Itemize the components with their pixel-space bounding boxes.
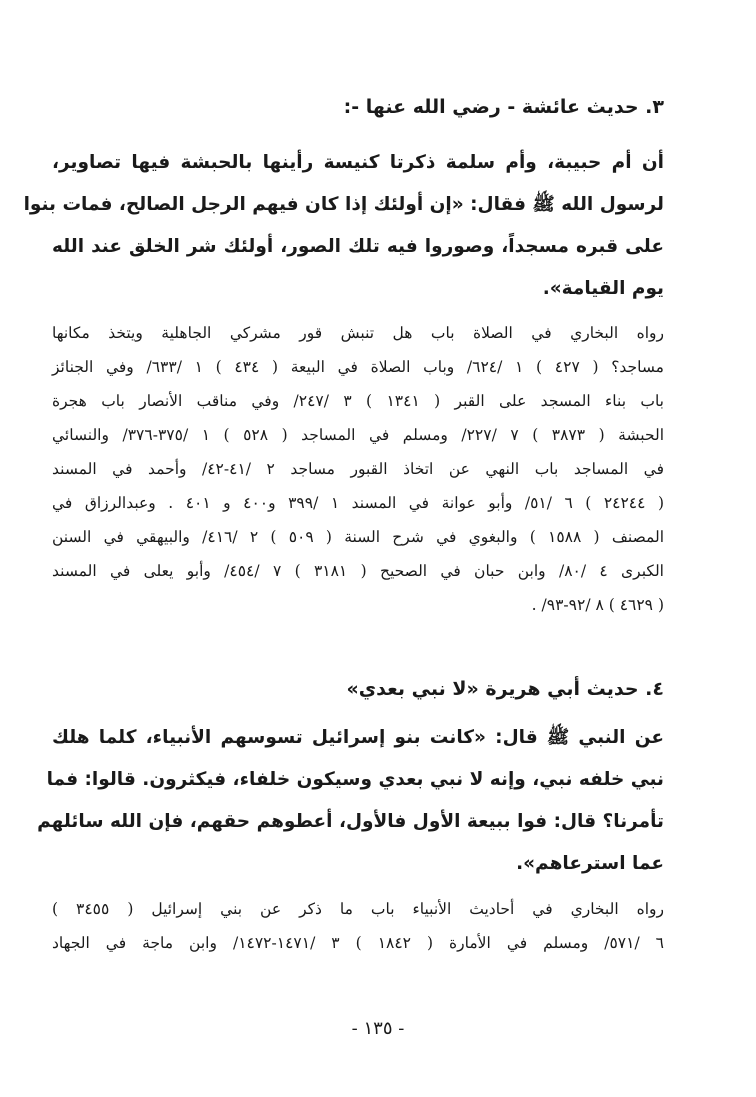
hadith-line: على قبره مسجداً، وصوروا فيه تلك الصور، أولئك شر الخلق عند الله xyxy=(52,236,664,257)
hadith-line: يوم القيامة». xyxy=(542,278,664,299)
takhrij-line: رواه البخاري في أحاديث الأنبياء باب ما ذكر عن بني إسرائيل ( ٣٤٥٥ ) xyxy=(52,900,664,918)
takhrij-line: ( ٢٤٢٤٤ ) ٦ /٥١/ وأبو عوانة في المسند ١ /٣٩٩ و٤٠٠ و ٤٠١ . وعبدالرزاق في xyxy=(52,494,664,512)
takhrij-line: في المساجد باب النهي عن اتخاذ القبور مساجد ٢ /٤١-٤٢/ وأحمد في المسند xyxy=(52,460,664,478)
hadith-line: عما استرعاهم». xyxy=(516,853,664,874)
section-4-heading: ٤. حديث أبي هريرة «لا نبي بعدي» xyxy=(346,678,664,700)
hadith-line: نبي خلفه نبي، وإنه لا نبي بعدي وسيكون خلفاء، فيكثرون. قالوا: فما xyxy=(46,769,664,790)
section-3-heading: ٣. حديث عائشة - رضي الله عنها -: xyxy=(343,96,664,118)
takhrij-line: رواه البخاري في الصلاة باب هل تنبش قور مشركي الجاهلية ويتخذ مكانها xyxy=(52,324,664,342)
takhrij-line: ( ٤٦٢٩ ) ٨ /٩٢-٩٣/ . xyxy=(531,596,664,614)
takhrij-line: الكبرى ٤ /٨٠/ وابن حبان في الصحيح ( ٣١٨١ ) ٧ /٤٥٤/ وأبو يعلى في المسند xyxy=(52,562,664,580)
hadith-line: لرسول الله ﷺ فقال: «إن أولئك إذا كان فيهم الرجل الصالح، فمات بنوا xyxy=(23,194,664,215)
takhrij-line: المصنف ( ١٥٨٨ ) والبغوي في شرح السنة ( ٥٠٩ ) ٢ /٤١٦/ والبيهقي في السنن xyxy=(52,528,664,546)
section-3-takhrij-text xyxy=(52,316,664,622)
hadith-line: أن أم حبيبة، وأم سلمة ذكرتا كنيسة رأينها بالحبشة فيها تصاوير، xyxy=(52,152,664,173)
takhrij-line: ٦ /٥٧١/ ومسلم في الأمارة ( ١٨٤٢ ) ٣ /١٤٧١-١٤٧٢/ وابن ماجة في الجهاد xyxy=(52,934,664,952)
takhrij-line: مساجد؟ ( ٤٢٧ ) ١ /٦٢٤/ وباب الصلاة في البيعة ( ٤٣٤ ) ١ /٦٣٣/ وفي الجنائز xyxy=(52,358,664,376)
section-4-takhrij-text xyxy=(52,892,664,960)
takhrij-line: باب بناء المسجد على القبر ( ١٣٤١ ) ٣ /٢٤٧/ وفي مناقب الأنصار باب هجرة xyxy=(52,392,664,410)
hadith-line: عن النبي ﷺ قال: «كانت بنو إسرائيل تسوسهم الأنبياء، كلما هلك xyxy=(52,727,664,748)
section-4-hadith-text xyxy=(37,717,664,885)
section-3-hadith-text xyxy=(23,142,664,310)
page-number: - ١٣٥ - xyxy=(351,1018,405,1039)
takhrij-line: الحبشة ( ٣٨٧٣ ) ٧ /٢٢٧/ ومسلم في المساجد ( ٥٢٨ ) ١ /٣٧٥-٣٧٦/ والنسائي xyxy=(52,426,665,444)
hadith-line: تأمرنا؟ قال: فوا ببيعة الأول فالأول، أعطوهم حقهم، فإن الله سائلهم xyxy=(37,811,664,832)
